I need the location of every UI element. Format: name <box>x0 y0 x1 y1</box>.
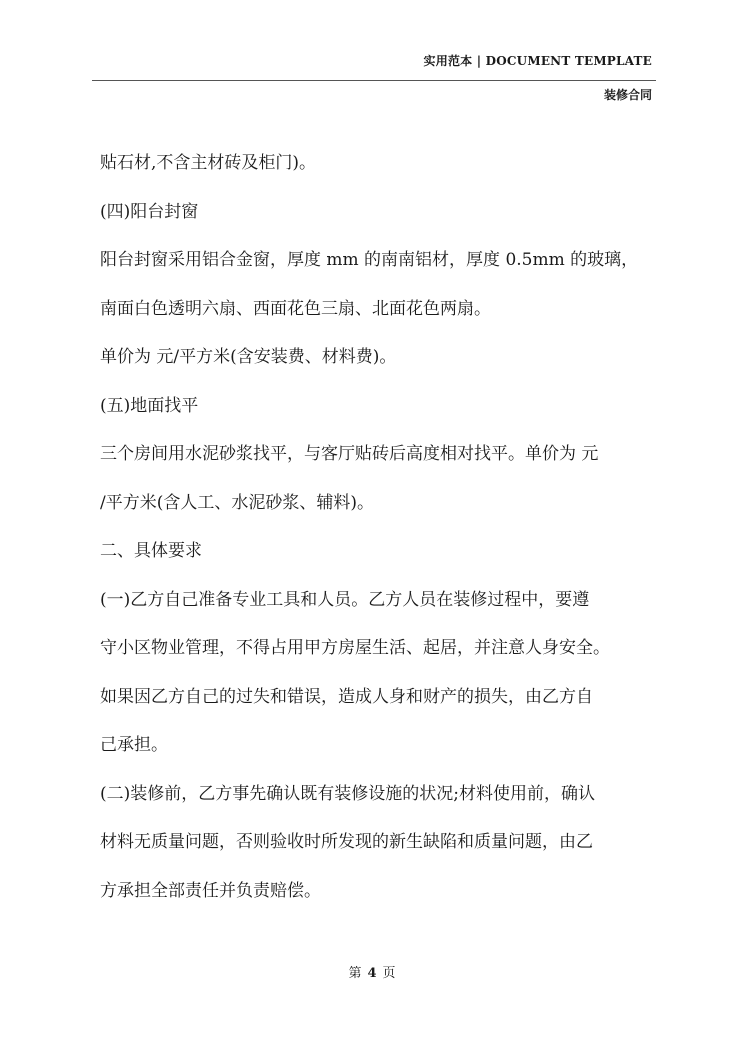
body-line: /平方米(含人工、水泥砂浆、辅料)。 <box>100 492 374 513</box>
body-line: 南面白色透明六扇、西面花色三扇、北面花色两扇。 <box>100 298 491 319</box>
body-line: 阳台封窗采用铝合金窗，厚度 mm 的南南铝材，厚度 0.5mm 的玻璃， <box>100 250 639 270</box>
contract-body <box>100 139 660 915</box>
body-line: 己承担。 <box>100 735 168 755</box>
page-footer <box>0 962 744 981</box>
page-prefix: 第 <box>348 966 362 981</box>
body-line: 材料无质量问题，否则验收时所发现的新生缺陷和质量问题，由乙 <box>100 832 593 852</box>
page-number: 4 <box>367 966 377 981</box>
section-heading: 二、具体要求 <box>100 541 202 561</box>
section-heading: (四)阳台封窗 <box>100 201 199 222</box>
body-line: 守小区物业管理，不得占用甲方房屋生活、起居，并注意人身安全。 <box>100 638 610 658</box>
header-divider <box>92 80 656 81</box>
body-line: (一)乙方自己准备专业工具和人员。乙方人员在装修过程中，要遵 <box>100 589 590 610</box>
body-line: 贴石材,不含主材砖及柜门)。 <box>100 153 317 173</box>
section-heading: (五)地面找平 <box>100 395 199 416</box>
body-line: 单价为 元/平方米(含安装费、材料费)。 <box>100 347 397 367</box>
body-line: 方承担全部责任并负责赔偿。 <box>100 880 321 901</box>
body-line: 如果因乙方自己的过失和错误，造成人身和财产的损失，由乙方自 <box>100 686 593 707</box>
body-line: 三个房间用水泥砂浆找平，与客厅贴砖后高度相对找平。单价为 元 <box>100 444 599 464</box>
page-suffix: 页 <box>382 966 396 981</box>
body-line: (二)装修前，乙方事先确认既有装修设施的状况;材料使用前，确认 <box>100 783 595 804</box>
header-doc-label: 实用范本 | DOCUMENT TEMPLATE <box>423 54 652 68</box>
header-doc-type: 装修合同 <box>603 88 652 102</box>
